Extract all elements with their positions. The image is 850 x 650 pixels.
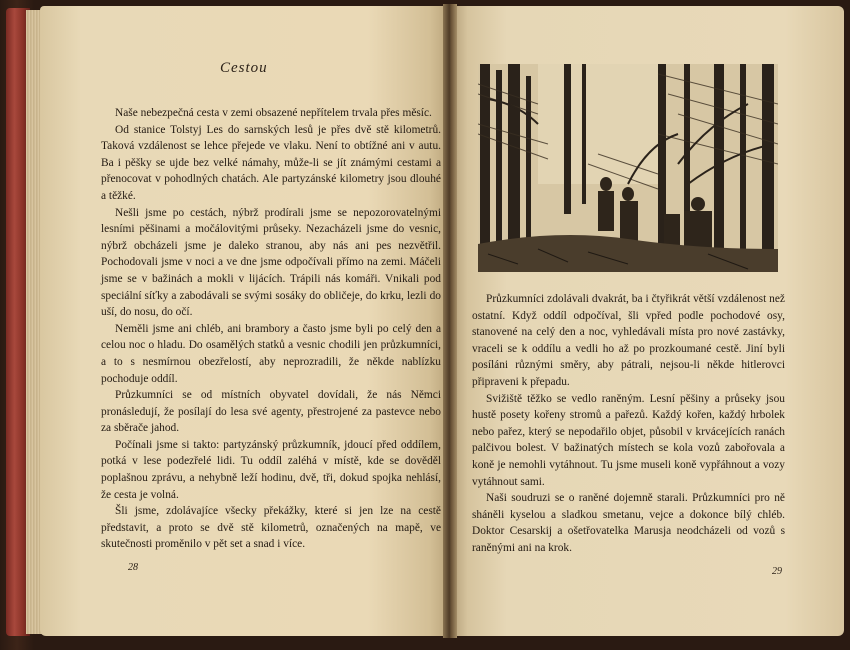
paragraph: Průzkumníci se od místních obyvatel dovídali, že nás Němci pronásledují, že posílají do lesa své agenty, přestrojené za pastevce nebo za sběrače jahod. [101,389,441,435]
right-page-text [472,291,785,557]
paragraph: Od stanice Tolstyj Les do sarnských lesů je přes dvě stě kilometrů. Taková vzdálenost se lehce přejede ve vlaku. Není to obtížné ani v autu. Ba i pěšky se ujde bez velké námahy, může-li se jít známými cestami a přenocovat v pohodlných chatách. Ale partyzánské kilometry jsou dlouhé a těžké. [101,123,441,202]
right-page-number: 29 [772,566,782,577]
paragraph: Počínali jsme si takto: partyzánský průzkumník, jdoucí před oddílem, potká v lese podezřelé lidi. Tu oddíl zaléhá v místě, kde se dověděl poplašnou zprávu, a nehybně leží hodinu, dvě, tři, dokud spojka nehlásí, že cesta je volná. [101,438,441,501]
paragraph: Šli jsme, zdolávajíce všecky překážky, které si jen lze na cestě představit, a proto se dvě stě kilometrů, označených na mapě, ve skutečnosti proměnilo v pět set a snad i více. [101,505,441,551]
left-page-number: 28 [128,562,138,573]
paragraph: Naši soudruzi se o raněné dojemně starali. Průzkumníci pro ně sháněli kyselou a sladkou smetanu, vejce a dokonce bílý chléb. Doktor Cesarskij a ošetřovatelka Marusja neodcházeli od vozů s raněnými ani na krok. [472,492,785,554]
chapter-title: Cestou [220,60,268,76]
paragraph: Naše nebezpečná cesta v zemi obsazené nepřítelem trvala přes měsíc. [115,107,432,119]
paragraph: Svižiště těžko se vedlo raněným. Lesní pěšiny a průseky jsou hustě posety kořeny stromů a pařezů. Každý kořen, každý hrbolek nebo pařez, který se nepodařilo objet, působil v krvácejících ranách palčivou bolest. V bažinatých místech se kola vozů zabořovala a koně je nemohli vytáhnout. Tu jsme museli koně vypřáhnout a vozy vytáhnout sami. [472,392,785,488]
forest-illustration [478,64,778,272]
paragraph: Neměli jsme ani chléb, ani brambory a často jsme byli po celý den a celou noc o hladu. Do osamělých statků a vesnic chodili jen průzkumníci, a to s nesmírnou obezřelostí, aby neprozradili, že někde nablízku pochoduje oddíl. [101,322,441,385]
paragraph: Průzkumníci zdolávali dvakrát, ba i čtyřikrát větší vzdálenost než ostatní. Když oddíl odpočíval, šli vpřed podle pochodové osy, stanovené na celý den a noc, vyhledávali místa pro nové zastávky, vraceli se k oddílu a vedli ho až po prozkoumané cestě. Jiní byli posíláni různými směry, aby pátrali, nejsou-li někde hitlerovci připraveni k přepadu. [472,293,785,388]
paragraph: Nešli jsme po cestách, nýbrž prodírali jsme se nepozorovatelnými lesními pěšinami a močálovitými průseky. Nezacházeli jsme do vesnic, nýbrž obcházeli jsme je daleko stranou, aby nás ani pes nezvětřil. Pochodovali jsme v noci a ve dne jsme odpočívali přímo na zemi. Máčeli jsme se v bažinách a mokli v lijácích. Trápili nás komáři. Vnikali pod speciální síťky a zabodávali se svými sosáky do obličeje, do krku, lezli do uší, do nosu, do očí. [101,206,441,319]
left-page-text [101,105,441,553]
book-gutter [443,4,457,638]
